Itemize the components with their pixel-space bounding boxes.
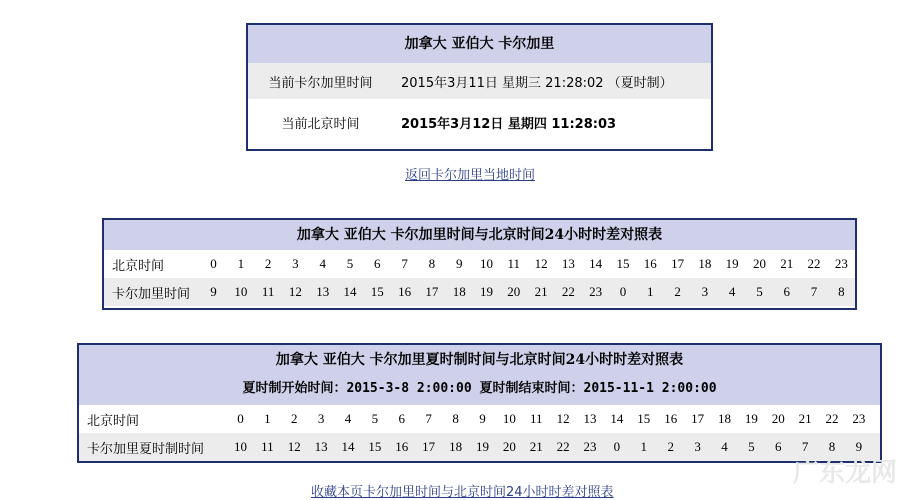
beijing-hour-cell: 7 — [425, 411, 432, 426]
beijing-hour-cell: 5 — [371, 411, 379, 426]
calgary-hour-cell: 3 — [701, 284, 709, 299]
calgary-hour-cell: 1 — [647, 284, 654, 299]
beijing-hour-cell: 1 — [237, 256, 245, 271]
calgary-dst-hour-cell: 3 — [694, 439, 701, 454]
calgary-dst-hour-cell: 19 — [475, 439, 489, 454]
beijing-hour-cell: 19 — [744, 411, 758, 426]
table2-calgary-dst-hours — [227, 439, 872, 455]
beijing-hour-cell: 2 — [264, 256, 272, 271]
table1-calgary-label: 卡尔加里时间 — [112, 286, 191, 302]
table1-beijing-row — [104, 250, 855, 278]
beijing-hour-cell: 23 — [852, 411, 866, 426]
calgary-time-row — [248, 63, 711, 99]
beijing-hour-cell: 9 — [479, 411, 486, 426]
beijing-hour-cell: 12 — [534, 256, 548, 271]
beijing-hour-cell: 8 — [428, 256, 436, 271]
calgary-dst-hour-cell: 14 — [341, 439, 355, 454]
beijing-hour-cell: 20 — [771, 411, 785, 426]
dst-time-difference-table — [77, 343, 882, 463]
beijing-hour-cell: 7 — [401, 256, 408, 271]
calgary-hour-cell: 20 — [507, 284, 521, 299]
beijing-hour-cell: 14 — [589, 256, 603, 271]
calgary-dst-hour-cell: 6 — [775, 439, 782, 454]
beijing-hour-cell: 0 — [210, 256, 217, 271]
calgary-hour-cell: 17 — [425, 284, 439, 299]
calgary-hour-cell: 19 — [479, 284, 493, 299]
beijing-hour-cell: 18 — [698, 256, 712, 271]
time-difference-table — [102, 218, 857, 310]
table2-title: 加拿大 亚伯大 卡尔加里夏时制时间与北京时间24小时时差对照表 — [275, 352, 684, 368]
calgary-hour-cell: 0 — [619, 284, 627, 299]
beijing-hour-cell: 11 — [507, 256, 521, 271]
calgary-dst-hour-cell: 23 — [583, 439, 597, 454]
calgary-dst-hour-cell: 16 — [395, 439, 409, 454]
calgary-hour-cell: 5 — [756, 284, 763, 299]
beijing-hour-cell: 13 — [561, 256, 575, 271]
beijing-hour-cell: 21 — [798, 411, 812, 426]
calgary-dst-hour-cell: 11 — [261, 439, 274, 454]
table1-calgary-row — [104, 278, 855, 306]
calgary-dst-hour-cell: 18 — [449, 439, 463, 454]
beijing-hour-cell: 15 — [616, 256, 630, 271]
beijing-hour-cell: 21 — [780, 256, 794, 271]
beijing-hour-cell: 13 — [583, 411, 597, 426]
calgary-hour-cell: 23 — [589, 284, 603, 299]
bookmark-page-link[interactable]: 收藏本页卡尔加里时间与北京时间24小时时差对照表 — [311, 485, 614, 500]
table2-subtitle: 夏时制开始时间：2015-3-8 2:00:00 夏时制结束时间：2015-11-1 2:00:00 — [242, 381, 717, 396]
beijing-hour-cell: 11 — [529, 411, 543, 426]
calgary-dst-hour-cell: 10 — [233, 439, 247, 454]
calgary-dst-hour-cell: 9 — [855, 439, 863, 454]
beijing-hour-cell: 10 — [502, 411, 516, 426]
calgary-time-value: 2015年3月11日 星期三 21:28:02 （夏时制） — [401, 75, 673, 91]
calgary-dst-hour-cell: 2 — [667, 439, 674, 454]
calgary-hour-cell: 2 — [674, 284, 681, 299]
table2-header — [79, 345, 880, 405]
table2-beijing-label: 北京时间 — [87, 413, 140, 429]
back-to-local-time-link[interactable]: 返回卡尔加里当地时间 — [405, 168, 536, 183]
beijing-hour-cell: 16 — [643, 256, 657, 271]
calgary-dst-hour-cell: 15 — [368, 439, 382, 454]
beijing-hour-cell: 10 — [479, 256, 493, 271]
table2-beijing-hours — [227, 411, 872, 427]
beijing-hour-cell: 17 — [691, 411, 705, 426]
calgary-dst-hour-cell: 0 — [613, 439, 621, 454]
beijing-hour-cell: 18 — [717, 411, 731, 426]
calgary-dst-hour-cell: 7 — [801, 439, 809, 454]
site-watermark: 广东龙网 — [792, 458, 897, 488]
table1-beijing-hours — [200, 256, 855, 272]
beijing-hour-cell: 16 — [664, 411, 678, 426]
beijing-hour-cell: 22 — [807, 256, 821, 271]
calgary-hour-cell: 16 — [398, 284, 412, 299]
beijing-hour-cell: 9 — [455, 256, 463, 271]
calgary-hour-cell: 11 — [261, 284, 275, 299]
beijing-hour-cell: 19 — [725, 256, 739, 271]
beijing-hour-cell: 4 — [344, 411, 352, 426]
beijing-hour-cell: 8 — [452, 411, 459, 426]
beijing-hour-cell: 20 — [752, 256, 766, 271]
beijing-hour-cell: 17 — [671, 256, 685, 271]
beijing-time-value: 2015年3月12日 星期四 11:28:03 — [401, 116, 617, 132]
beijing-hour-cell: 22 — [825, 411, 839, 426]
calgary-hour-cell: 4 — [728, 284, 736, 299]
calgary-hour-cell: 8 — [838, 284, 845, 299]
beijing-hour-cell: 5 — [346, 256, 354, 271]
beijing-time-label: 当前北京时间 — [281, 116, 360, 132]
panel-title: 加拿大 亚伯大 卡尔加里 — [248, 25, 711, 63]
calgary-dst-hour-cell: 8 — [828, 439, 836, 454]
table2-calgary-dst-row — [79, 433, 880, 461]
beijing-hour-cell: 12 — [556, 411, 570, 426]
beijing-time-row — [248, 99, 711, 145]
calgary-hour-cell: 14 — [343, 284, 357, 299]
calgary-hour-cell: 6 — [783, 284, 790, 299]
calgary-dst-hour-cell: 17 — [422, 439, 436, 454]
beijing-hour-cell: 0 — [237, 411, 244, 426]
calgary-hour-cell: 7 — [810, 284, 818, 299]
calgary-dst-hour-cell: 12 — [287, 439, 301, 454]
table2-beijing-row — [79, 405, 880, 433]
calgary-dst-hour-cell: 1 — [640, 439, 648, 454]
beijing-hour-cell: 15 — [637, 411, 651, 426]
beijing-hour-cell: 23 — [834, 256, 848, 271]
beijing-hour-cell: 3 — [317, 411, 325, 426]
current-time-panel — [246, 23, 713, 151]
calgary-dst-hour-cell: 5 — [748, 439, 755, 454]
calgary-hour-cell: 10 — [234, 284, 248, 299]
beijing-hour-cell: 4 — [319, 256, 326, 271]
calgary-time-label: 当前卡尔加里时间 — [268, 75, 373, 91]
beijing-hour-cell: 6 — [398, 411, 406, 426]
calgary-hour-cell: 18 — [452, 284, 466, 299]
beijing-hour-cell: 3 — [292, 256, 299, 271]
table2-calgary-dst-label: 卡尔加里夏时制时间 — [87, 441, 205, 457]
calgary-hour-cell: 13 — [316, 284, 330, 299]
calgary-hour-cell: 9 — [210, 284, 217, 299]
calgary-dst-hour-cell: 4 — [721, 439, 728, 454]
calgary-hour-cell: 15 — [370, 284, 384, 299]
beijing-hour-cell: 6 — [374, 256, 381, 271]
calgary-hour-cell: 21 — [534, 284, 548, 299]
beijing-hour-cell: 2 — [290, 411, 298, 426]
calgary-dst-hour-cell: 22 — [556, 439, 570, 454]
table1-calgary-hours — [200, 284, 855, 300]
beijing-hour-cell: 1 — [264, 411, 271, 426]
calgary-dst-hour-cell: 13 — [314, 439, 328, 454]
calgary-dst-hour-cell: 20 — [502, 439, 516, 454]
table1-beijing-label: 北京时间 — [112, 258, 165, 274]
calgary-dst-hour-cell: 21 — [529, 439, 543, 454]
calgary-hour-cell: 22 — [561, 284, 575, 299]
beijing-hour-cell: 14 — [610, 411, 624, 426]
table1-title: 加拿大 亚伯大 卡尔加里时间与北京时间24小时时差对照表 — [104, 220, 855, 250]
calgary-hour-cell: 12 — [288, 284, 302, 299]
